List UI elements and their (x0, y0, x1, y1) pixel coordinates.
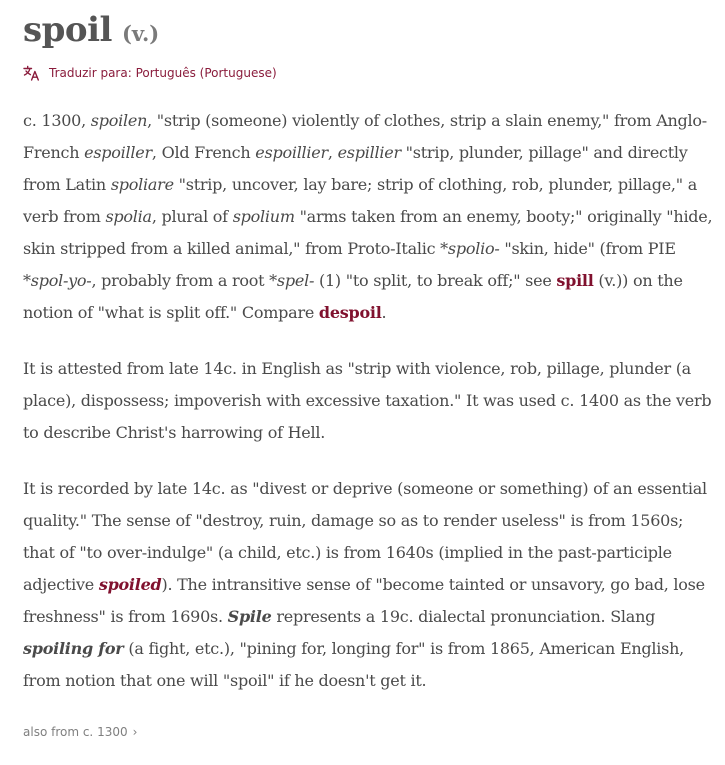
translate-link[interactable] (23, 63, 713, 83)
text-run: , "strip (someone) violently of clothes, strip a slain enemy," from Anglo-French (23, 111, 707, 162)
text-run: "strip, uncover, lay bare; strip of clothing, rob, plunder, pillage," a verb from (23, 175, 697, 226)
text-run: ). The intransitive sense of "become tainted or unsavory, go bad, lose freshness" is from 1690s. (23, 575, 705, 626)
etymology-entry (23, 0, 713, 740)
text-run: , plural of (151, 207, 233, 226)
definition-paragraph-1 (23, 105, 713, 329)
text-run: (1) "to split, to break off;" see (314, 271, 557, 290)
text-run: represents a 19c. dialectal pronunciation. Slang (271, 607, 656, 626)
italic-term: espoiller (84, 143, 152, 162)
text-run: "skin, hide" (from PIE (499, 239, 676, 258)
text-run: , (327, 143, 338, 162)
text-run: "strip, plunder, pillage" and directly from Latin (23, 143, 688, 194)
text-run: (a fight, etc.), "pining for, longing for" is from 1865, American English, from notion that one will "spoil" if he doesn't get it. (23, 639, 684, 690)
bold-term-spoiling-for: spoiling for (23, 639, 124, 658)
translate-label: Traduzir para: Português (Portuguese) (49, 66, 277, 80)
italic-term: *spol-yo- (23, 271, 92, 290)
text-run: (v.)) on the notion of "what is split off." Compare (23, 271, 683, 322)
definition-paragraph-2: It is attested from late 14c. in English as "strip with violence, rob, pillage, plunder (a place), dispossess; impoverish with excessive taxation." It was used c. 1400 as the verb to describe Christ's harrowing of Hell. (23, 359, 712, 442)
italic-term: espoillier (255, 143, 328, 162)
also-from-link[interactable] (23, 725, 137, 739)
text-run: . (381, 303, 387, 322)
italic-term: *spel- (269, 271, 315, 290)
italic-term: spolia (105, 207, 152, 226)
headword: spoil (23, 10, 112, 50)
chevron-right-icon: › (132, 725, 138, 739)
entry-heading (23, 10, 713, 58)
text-run: It is recorded by late 14c. as "divest or deprive (someone or something) of an essential quality." The sense of "destroy, ruin, damage so as to render useless" is from 1560s; that of "to over-indulge" (a child, etc.) is from 1640s (implied in the past-participle adjective (23, 479, 707, 594)
part-of-speech: (v.) (121, 21, 160, 46)
text-run: , Old French (151, 143, 256, 162)
translate-icon (23, 65, 40, 81)
link-spoiled[interactable]: spoiled (98, 575, 162, 594)
italic-term: espillier (337, 143, 401, 162)
link-spill[interactable]: spill (556, 271, 594, 290)
definition-body (23, 105, 713, 697)
italic-term: *spolio- (440, 239, 500, 258)
also-from-label: also from c. 1300 (23, 725, 128, 739)
definition-paragraph-3 (23, 473, 713, 697)
text-run: "arms taken from an enemy, booty;" originally "hide, skin stripped from a killed animal," from Proto-Italic (23, 207, 713, 258)
text-run: c. 1300, (23, 111, 91, 130)
bold-term-spile: Spile (227, 607, 272, 626)
link-despoil[interactable]: despoil (318, 303, 382, 322)
text-run: , probably from a root (91, 271, 270, 290)
italic-term: spoilen (90, 111, 148, 130)
italic-term: spoliare (110, 175, 174, 194)
italic-term: spolium (232, 207, 295, 226)
